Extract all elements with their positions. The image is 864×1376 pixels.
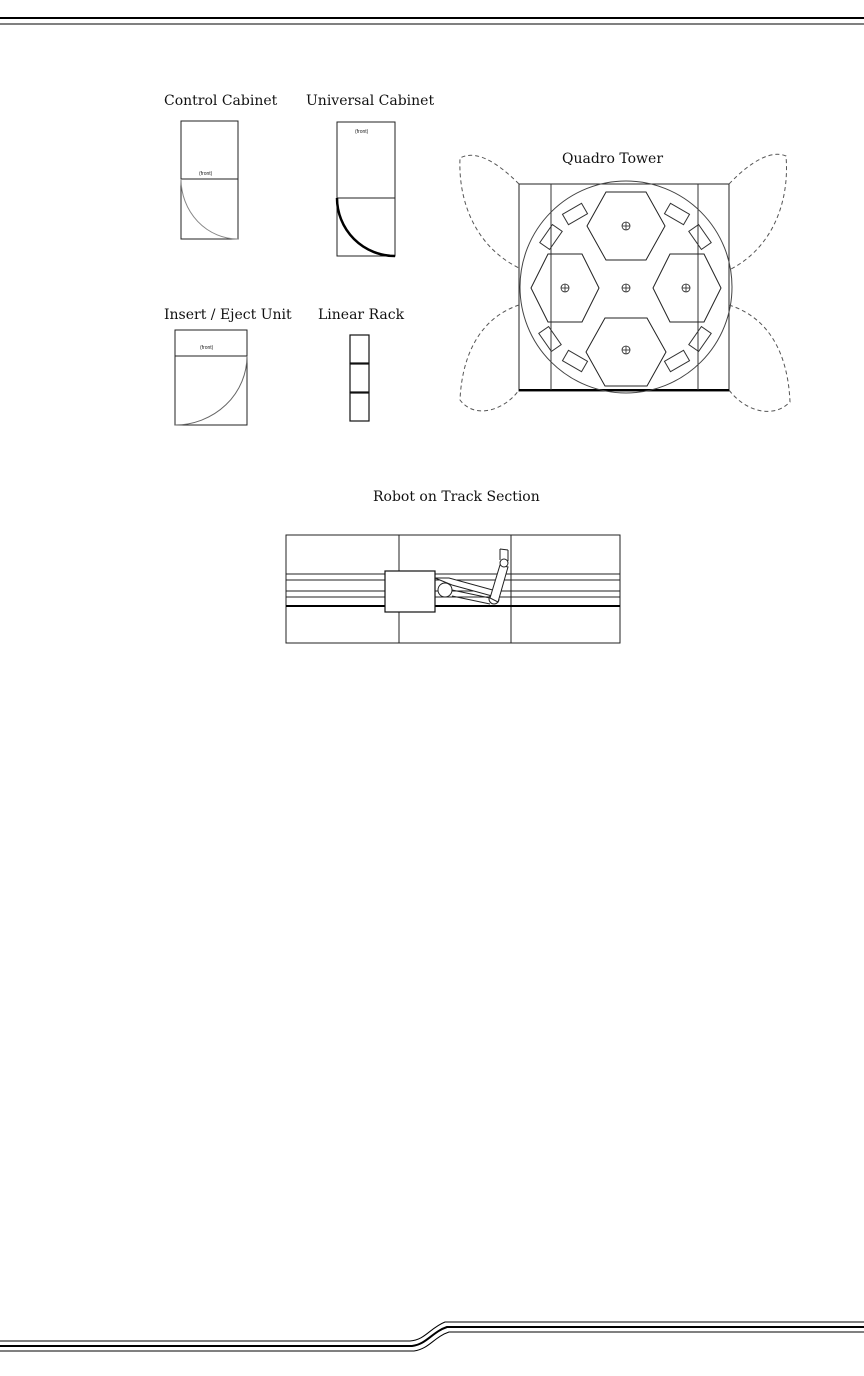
control-cabinet-front-label: (front) [199, 171, 213, 177]
quadro-tower-label: Quadro Tower [562, 151, 664, 167]
control-cabinet-shape [181, 121, 238, 239]
linear-rack-shape [350, 335, 369, 421]
universal-cabinet-label: Universal Cabinet [306, 93, 435, 109]
universal-cabinet-front-label: (front) [355, 129, 369, 135]
universal-cabinet-shape [337, 122, 395, 256]
quadro-tower-shape [460, 151, 790, 411]
linear-rack-label: Linear Rack [318, 307, 405, 323]
robot-track-shape [286, 535, 620, 643]
footer-rule [0, 1322, 864, 1351]
control-cabinet-label: Control Cabinet [164, 93, 278, 109]
header-rule [0, 18, 864, 24]
robot-track-label: Robot on Track Section [373, 489, 540, 505]
insert-eject-front-label: (front) [200, 345, 214, 351]
insert-eject-unit-label: Insert / Eject Unit [164, 307, 292, 323]
